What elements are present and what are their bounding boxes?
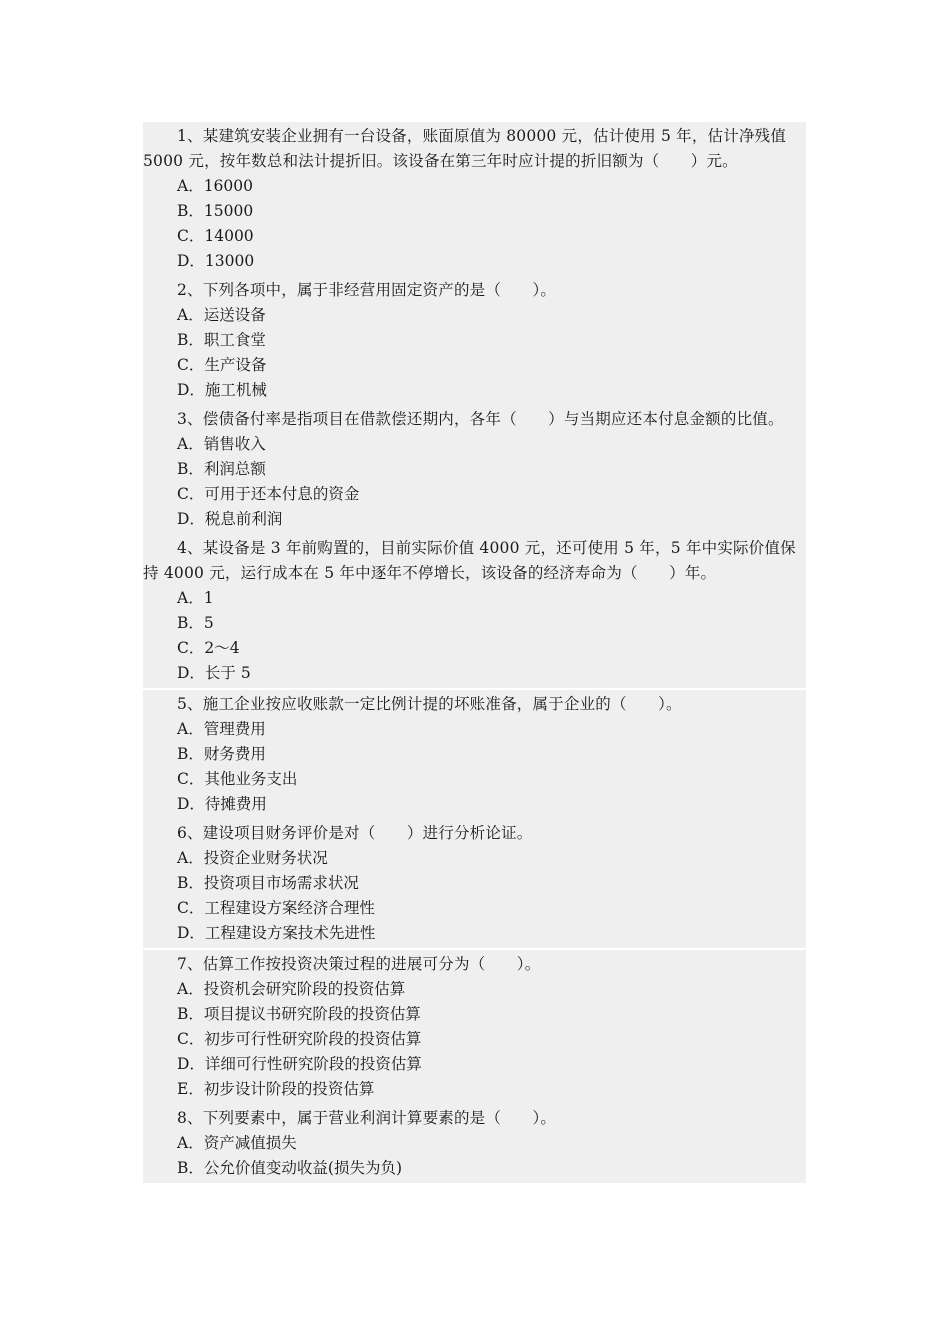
- question-6: [143, 821, 806, 946]
- question-block-7-8: [143, 950, 806, 1183]
- option-c: C．其他业务支出: [177, 770, 298, 788]
- option-d: D．详细可行性研究阶段的投资估算: [177, 1055, 422, 1073]
- question-4: [143, 536, 806, 686]
- question-stem: 1、某建筑安装企业拥有一台设备，账面原值为 80000 元，估计使用 5 年，估计净残值 5000 元，按年数总和法计提折旧。该设备在第三年时应计提的折旧额为（ ）元。: [143, 127, 787, 170]
- option-e: E．初步设计阶段的投资估算: [177, 1080, 375, 1098]
- option-b: B．15000: [177, 202, 254, 220]
- option-b: B．5: [177, 614, 214, 632]
- option-b: B．项目提议书研究阶段的投资估算: [177, 1005, 421, 1023]
- question-stem: 2、下列各项中，属于非经营用固定资产的是（ ）。: [177, 281, 557, 299]
- option-b: B．财务费用: [177, 745, 266, 763]
- option-d: D．税息前利润: [177, 510, 283, 528]
- option-a: A．运送设备: [177, 306, 266, 324]
- option-c: C．初步可行性研究阶段的投资估算: [177, 1030, 422, 1048]
- option-d: D．待摊费用: [177, 795, 267, 813]
- option-a: A．销售收入: [177, 435, 266, 453]
- option-a: A．资产减值损失: [177, 1134, 297, 1152]
- option-b: B．投资项目市场需求状况: [177, 874, 359, 892]
- option-b: B．公允价值变动收益(损失为负): [177, 1159, 402, 1177]
- question-8: [143, 1106, 806, 1181]
- option-a: A．16000: [177, 177, 254, 195]
- option-b: B．利润总额: [177, 460, 266, 478]
- option-d: D．施工机械: [177, 381, 267, 399]
- question-3: [143, 407, 806, 532]
- question-7: [143, 952, 806, 1102]
- question-stem: 8、下列要素中，属于营业利润计算要素的是（ ）。: [177, 1109, 557, 1127]
- question-stem: 6、建设项目财务评价是对（ ）进行分析论证。: [177, 824, 533, 842]
- question-1: [143, 124, 806, 274]
- question-block-1-4: [143, 122, 806, 688]
- question-stem: 4、某设备是 3 年前购置的，目前实际价值 4000 元，还可使用 5 年，5 年中实际价值保持 4000 元，运行成本在 5 年中逐年不停增长，该设备的经济寿命为（ ）年。: [143, 539, 796, 582]
- option-a: A．投资企业财务状况: [177, 849, 328, 867]
- option-d: D．13000: [177, 252, 255, 270]
- option-d: D．工程建设方案技术先进性: [177, 924, 376, 942]
- option-c: C．14000: [177, 227, 254, 245]
- question-document: [143, 122, 806, 1183]
- option-a: A．1: [177, 589, 214, 607]
- option-a: A．管理费用: [177, 720, 266, 738]
- question-stem: 3、偿债备付率是指项目在借款偿还期内，各年（ ）与当期应还本付息金额的比值。: [177, 410, 784, 428]
- question-block-5-6: [143, 690, 806, 948]
- question-stem: 5、施工企业按应收账款一定比例计提的坏账准备，属于企业的（ ）。: [177, 695, 682, 713]
- question-stem: 7、估算工作按投资决策过程的进展可分为（ ）。: [177, 955, 541, 973]
- question-5: [143, 692, 806, 817]
- option-d: D．长于 5: [177, 664, 251, 682]
- option-c: C．2～4: [177, 639, 240, 657]
- option-c: C．可用于还本付息的资金: [177, 485, 360, 503]
- option-c: C．生产设备: [177, 356, 267, 374]
- option-c: C．工程建设方案经济合理性: [177, 899, 375, 917]
- option-a: A．投资机会研究阶段的投资估算: [177, 980, 406, 998]
- question-2: [143, 278, 806, 403]
- option-b: B．职工食堂: [177, 331, 266, 349]
